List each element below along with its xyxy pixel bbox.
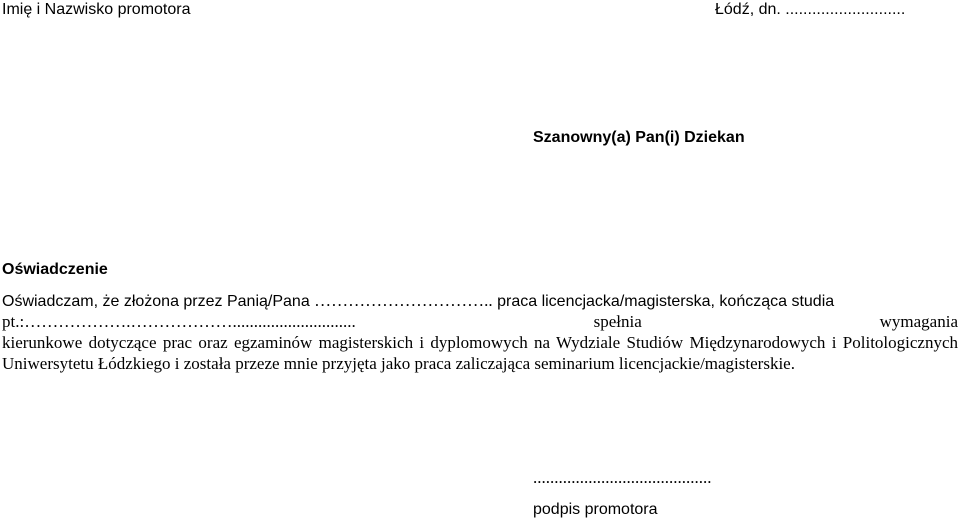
declaration-heading: Oświadczenie — [2, 261, 108, 278]
place-date-field: Łódź, dn. ........................... — [715, 1, 906, 18]
thesis-title-blank: ……………….………………............................. — [24, 312, 356, 331]
word-spelnia: spełnia — [593, 312, 642, 331]
signature-label: podpis promotora — [533, 501, 658, 518]
declaration-thesis-type: praca licencjacka/magisterska, kończąca studia — [492, 293, 835, 310]
declaration-paragraph: kierunkowe dotyczące prac oraz egzaminów magisterskich i dyplomowych na Wydziale Studiów Międzynarodowych i Politologicznych Uniwersytetu Łódzkiego i została przeze mnie przyjęta jako praca zaliczająca seminarium licencjackie/magisterskie. — [2, 333, 958, 373]
word-wymagania: wymagania — [879, 312, 958, 331]
declaration-line-1 — [2, 290, 958, 312]
signature-line: .......................................... — [533, 468, 712, 487]
promoter-name-placeholder: Imię i Nazwisko promotora — [2, 1, 191, 18]
salutation: Szanowny(a) Pan(i) Dziekan — [533, 129, 745, 146]
thesis-author-blank: ………………………….. — [314, 291, 493, 310]
declaration-line-2 — [2, 311, 958, 332]
title-label: pt.: — [2, 312, 25, 331]
declaration-intro: Oświadczam, że złożona przez Panią/Pana — [2, 293, 315, 310]
